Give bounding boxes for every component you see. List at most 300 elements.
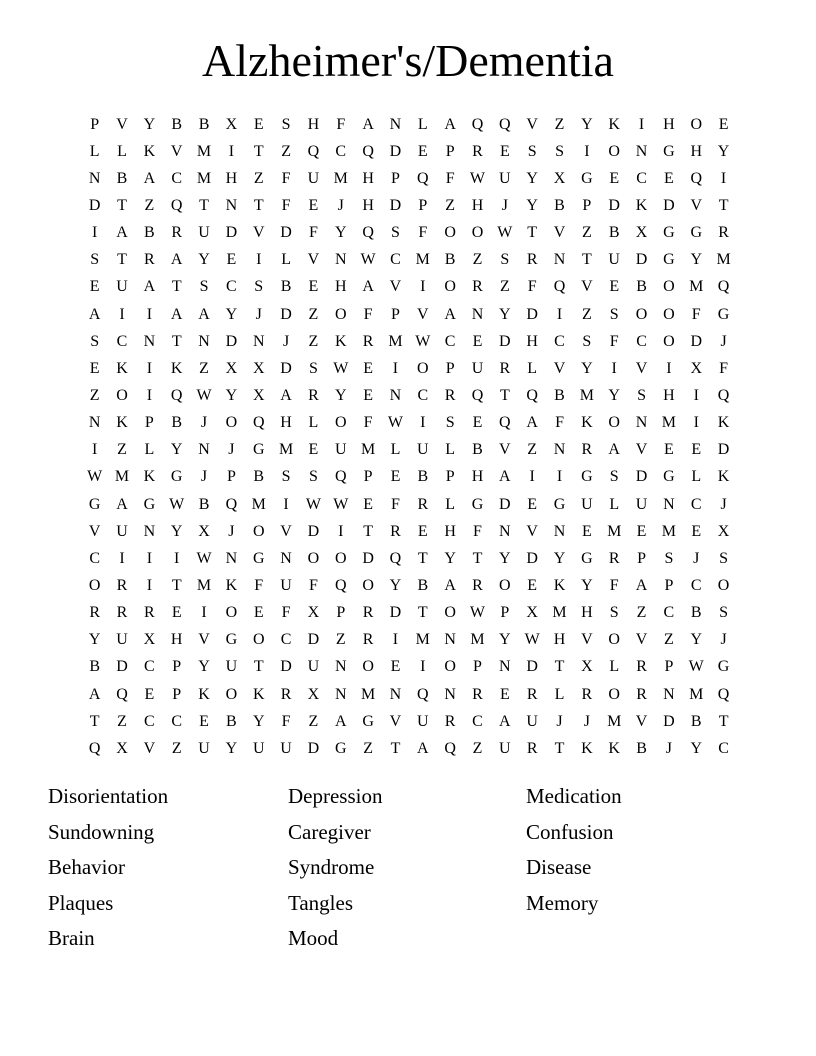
grid-letter: D	[635, 251, 648, 269]
grid-letter: I	[201, 604, 207, 622]
grid-letter: Z	[581, 305, 592, 323]
grid-letter: Z	[89, 386, 100, 404]
grid-letter: J	[720, 631, 727, 649]
grid-letter: Y	[444, 549, 456, 567]
grid-letter: E	[171, 604, 182, 622]
grid-letter: U	[581, 495, 593, 513]
grid-letter: Z	[445, 196, 456, 214]
grid-letter: P	[144, 414, 154, 432]
grid-letter: E	[472, 414, 483, 432]
grid-letter: I	[529, 468, 535, 486]
grid-letter: O	[225, 685, 238, 703]
grid-letter: N	[198, 332, 210, 350]
grid-letter: R	[280, 685, 292, 703]
grid-letter: E	[390, 468, 401, 486]
grid-letter: Y	[581, 576, 593, 594]
grid-letter: S	[609, 604, 619, 622]
grid-letter: Z	[363, 739, 373, 757]
grid-letter: T	[499, 386, 510, 404]
grid-letter: R	[636, 685, 647, 703]
grid-letter: R	[116, 576, 128, 594]
grid-letter: B	[253, 468, 265, 486]
grid-letter: J	[228, 522, 235, 540]
grid-letter: N	[334, 685, 347, 703]
grid-letter: V	[307, 251, 320, 269]
grid-letter: V	[581, 278, 593, 296]
grid-letter: J	[665, 739, 672, 757]
grid-letter: W	[497, 224, 513, 242]
grid-letter: T	[171, 576, 182, 594]
grid-letter: G	[225, 631, 238, 649]
grid-letter: F	[691, 305, 701, 323]
grid-letter: Z	[554, 115, 565, 133]
word-item: Syndrome	[288, 855, 375, 880]
grid-letter: Z	[171, 739, 182, 757]
grid-letter: I	[146, 386, 153, 404]
grid-letter: K	[116, 414, 128, 432]
grid-letter: R	[581, 685, 593, 703]
grid-letter: C	[171, 712, 183, 730]
grid-letter: B	[636, 278, 647, 296]
grid-letter: X	[307, 685, 320, 703]
grid-letter: B	[417, 576, 429, 594]
grid-letter: Y	[499, 631, 511, 649]
grid-letter: I	[584, 142, 590, 160]
grid-letter: F	[527, 278, 537, 296]
grid-letter: F	[609, 332, 619, 350]
grid-letter: Z	[499, 278, 510, 296]
grid-letter: V	[252, 224, 265, 242]
grid-letter: K	[334, 332, 347, 350]
grid-letter: O	[444, 278, 456, 296]
grid-letter: Z	[472, 251, 483, 269]
grid-letter: Y	[198, 658, 210, 676]
grid-letter: M	[689, 685, 704, 703]
grid-letter: T	[554, 739, 565, 757]
grid-letter: E	[253, 604, 264, 622]
grid-letter: Y	[690, 251, 703, 269]
grid-letter: H	[526, 332, 538, 350]
grid-letter: A	[170, 251, 183, 269]
grid-letter: O	[608, 631, 620, 649]
grid-letter: D	[307, 522, 320, 540]
grid-letter: W	[333, 495, 349, 513]
grid-letter: U	[417, 441, 429, 459]
grid-letter: I	[556, 305, 563, 323]
grid-letter: D	[690, 332, 703, 350]
grid-letter: K	[608, 115, 620, 133]
grid-letter: H	[170, 631, 183, 649]
grid-letter: S	[90, 251, 100, 269]
grid-letter: Y	[526, 196, 538, 214]
grid-letter: Y	[526, 169, 538, 187]
grid-letter: G	[717, 658, 730, 676]
grid-letter: O	[444, 604, 456, 622]
grid-letter: K	[553, 576, 566, 594]
grid-letter: H	[663, 386, 675, 404]
grid-letter: J	[200, 468, 208, 486]
grid-letter: N	[663, 495, 675, 513]
grid-letter: N	[499, 522, 511, 540]
grid-letter: Y	[170, 441, 183, 459]
grid-letter: I	[420, 658, 426, 676]
grid-letter: O	[252, 631, 265, 649]
grid-letter: C	[554, 332, 565, 350]
grid-letter: T	[527, 224, 538, 242]
grid-letter: K	[198, 685, 210, 703]
grid-letter: F	[418, 224, 428, 242]
grid-letter: A	[362, 115, 374, 133]
grid-letter: P	[445, 142, 455, 160]
grid-letter: O	[334, 414, 347, 432]
grid-letter: V	[553, 224, 566, 242]
grid-letter: Y	[198, 251, 210, 269]
grid-letter: Y	[553, 549, 566, 567]
grid-letter: V	[526, 522, 538, 540]
grid-letter: M	[278, 441, 294, 459]
grid-letter: Y	[717, 142, 730, 160]
grid-letter: C	[417, 386, 429, 404]
grid-letter: A	[444, 115, 456, 133]
grid-letter: N	[444, 685, 456, 703]
grid-letter: C	[335, 142, 347, 160]
grid-letter: V	[499, 441, 511, 459]
grid-letter: R	[308, 386, 319, 404]
grid-letter: F	[281, 169, 291, 187]
grid-letter: R	[144, 604, 155, 622]
grid-letter: L	[308, 414, 319, 432]
grid-letter: N	[225, 549, 238, 567]
grid-letter: V	[553, 359, 566, 377]
word-item: Memory	[526, 890, 599, 915]
grid-letter: E	[636, 522, 647, 540]
grid-letter: D	[389, 142, 402, 160]
word-item: Disease	[526, 855, 592, 880]
grid-letter: H	[444, 522, 456, 540]
grid-letter: D	[526, 549, 538, 567]
grid-letter: M	[360, 441, 376, 459]
grid-letter: E	[691, 441, 702, 459]
grid-letter: V	[635, 359, 648, 377]
grid-letter: B	[280, 278, 292, 296]
grid-letter: Q	[362, 142, 374, 160]
grid-letter: X	[717, 522, 730, 540]
grid-letter: Q	[88, 739, 101, 757]
grid-letter: D	[717, 441, 730, 459]
grid-letter: D	[280, 359, 292, 377]
grid-letter: T	[472, 549, 483, 567]
grid-letter: M	[579, 386, 594, 404]
grid-letter: A	[280, 386, 292, 404]
grid-letter: P	[637, 549, 646, 567]
grid-letter: N	[471, 305, 484, 323]
grid-letter: U	[225, 658, 238, 676]
grid-letter: C	[89, 549, 100, 567]
grid-letter: E	[308, 278, 319, 296]
grid-letter: T	[363, 522, 373, 540]
grid-letter: R	[526, 685, 538, 703]
grid-letter: E	[308, 441, 319, 459]
grid-letter: A	[143, 278, 156, 296]
grid-letter: G	[690, 224, 703, 242]
grid-letter: G	[170, 468, 183, 486]
grid-letter: I	[174, 549, 180, 567]
grid-letter: J	[228, 441, 235, 459]
grid-letter: Q	[116, 685, 128, 703]
grid-letter: E	[390, 658, 401, 676]
grid-letter: Q	[717, 386, 730, 404]
grid-letter: H	[471, 468, 484, 486]
grid-letter: R	[472, 278, 483, 296]
grid-letter: N	[88, 414, 101, 432]
grid-letter: R	[472, 142, 483, 160]
grid-letter: L	[445, 441, 456, 459]
grid-letter: S	[281, 115, 291, 133]
word-list-column	[526, 779, 622, 921]
grid-letter: D	[663, 712, 675, 730]
grid-letter: A	[635, 576, 648, 594]
grid-letter: H	[362, 196, 374, 214]
grid-letter: W	[87, 468, 103, 486]
grid-letter: E	[199, 712, 209, 730]
grid-letter: P	[391, 169, 400, 187]
grid-letter: M	[196, 142, 212, 160]
grid-letter: L	[554, 685, 565, 703]
grid-letter: U	[417, 712, 429, 730]
grid-letter: V	[389, 712, 402, 730]
grid-letter: G	[581, 169, 593, 187]
grid-letter: G	[362, 712, 374, 730]
grid-letter: E	[363, 359, 373, 377]
grid-letter: I	[338, 522, 344, 540]
grid-letter: M	[607, 522, 622, 540]
grid-letter: G	[581, 468, 593, 486]
grid-letter: I	[693, 414, 699, 432]
grid-letter: E	[253, 115, 264, 133]
grid-letter: E	[308, 196, 319, 214]
grid-letter: X	[225, 115, 238, 133]
grid-letter: B	[171, 115, 183, 133]
grid-letter: J	[720, 495, 727, 513]
grid-letter: G	[663, 468, 675, 486]
grid-letter: T	[171, 332, 182, 350]
grid-letter: C	[280, 631, 292, 649]
grid-letter: A	[499, 712, 511, 730]
grid-letter: J	[583, 712, 590, 730]
grid-letter: G	[88, 495, 101, 513]
grid-letter: F	[308, 224, 318, 242]
grid-letter: D	[225, 332, 238, 350]
grid-letter: B	[636, 739, 647, 757]
grid-letter: V	[635, 712, 648, 730]
grid-letter: E	[363, 386, 373, 404]
grid-letter: Q	[471, 115, 484, 133]
grid-letter: P	[418, 196, 428, 214]
grid-letter: T	[718, 712, 729, 730]
grid-letter: Y	[170, 522, 183, 540]
grid-letter: J	[337, 196, 344, 214]
grid-letter: E	[691, 522, 702, 540]
grid-letter: Q	[444, 739, 456, 757]
grid-letter: U	[280, 576, 292, 594]
grid-letter: U	[198, 739, 210, 757]
grid-letter: D	[389, 604, 402, 622]
word-list-column	[48, 779, 288, 957]
grid-letter: M	[388, 332, 403, 350]
grid-letter: S	[308, 468, 318, 486]
grid-letter: I	[146, 305, 153, 323]
grid-letter: Q	[334, 576, 347, 594]
grid-letter: Q	[690, 169, 703, 187]
grid-letter: Y	[88, 631, 101, 649]
grid-letter: N	[334, 658, 347, 676]
grid-letter: S	[254, 278, 264, 296]
grid-letter: Q	[471, 386, 484, 404]
grid-letter: M	[360, 685, 376, 703]
puzzle-title: Alzheimer's/Dementia	[202, 35, 614, 86]
grid-letter: J	[255, 305, 262, 323]
grid-letter: J	[200, 414, 208, 432]
grid-letter: C	[390, 251, 401, 269]
grid-letter: U	[252, 739, 265, 757]
grid-letter: C	[116, 332, 128, 350]
grid-letter: N	[198, 441, 210, 459]
grid-letter: H	[334, 278, 347, 296]
grid-letter: H	[581, 604, 593, 622]
grid-letter: U	[280, 739, 292, 757]
grid-letter: R	[526, 251, 538, 269]
grid-letter: D	[608, 196, 620, 214]
grid-letter: Y	[608, 386, 620, 404]
word-item: Tangles	[288, 890, 354, 915]
grid-letter: J	[720, 332, 727, 350]
grid-letter: O	[362, 658, 374, 676]
grid-letter: T	[581, 251, 592, 269]
grid-letter: C	[690, 495, 702, 513]
grid-letter: H	[225, 169, 238, 187]
grid-letter: Q	[717, 685, 730, 703]
grid-letter: C	[663, 604, 675, 622]
grid-letter: S	[555, 142, 564, 160]
grid-letter: S	[281, 468, 291, 486]
grid-letter: U	[116, 522, 128, 540]
grid-letter: A	[417, 739, 429, 757]
grid-letter: B	[144, 224, 155, 242]
grid-letter: D	[499, 332, 511, 350]
grid-letter: W	[169, 495, 185, 513]
grid-letter: V	[143, 739, 156, 757]
grid-letter: O	[417, 359, 429, 377]
grid-letter: V	[417, 305, 429, 323]
grid-letter: K	[225, 576, 238, 594]
grid-letter: E	[499, 142, 510, 160]
grid-letter: D	[307, 631, 320, 649]
grid-letter: Q	[170, 386, 183, 404]
grid-letter: N	[389, 685, 402, 703]
grid-letter: U	[116, 631, 128, 649]
word-item: Depression	[288, 784, 383, 808]
grid-letter: L	[144, 441, 155, 459]
grid-letter: I	[228, 142, 235, 160]
grid-letter: N	[499, 658, 511, 676]
grid-letter: L	[89, 142, 100, 160]
grid-letter: U	[499, 739, 511, 757]
grid-letter: P	[664, 576, 674, 594]
grid-letter: H	[663, 115, 675, 133]
grid-letter: E	[226, 251, 237, 269]
grid-letter: A	[88, 685, 101, 703]
grid-letter: C	[171, 169, 183, 187]
grid-letter: N	[444, 631, 456, 649]
grid-letter: I	[638, 115, 645, 133]
grid-letter: K	[717, 414, 730, 432]
grid-letter: H	[280, 414, 292, 432]
grid-letter: M	[470, 631, 485, 649]
grid-letter: I	[420, 414, 426, 432]
grid-letter: C	[472, 712, 483, 730]
grid-letter: I	[92, 224, 98, 242]
grid-letter: L	[691, 468, 702, 486]
grid-letter: G	[663, 142, 675, 160]
grid-letter: Z	[117, 441, 127, 459]
grid-letter: Y	[581, 359, 593, 377]
word-item: Confusion	[526, 819, 614, 844]
grid-letter: I	[693, 386, 699, 404]
grid-letter: P	[172, 658, 182, 676]
grid-letter: D	[663, 196, 675, 214]
grid-letter: B	[444, 251, 456, 269]
grid-letter: N	[225, 196, 238, 214]
grid-letter: A	[170, 305, 183, 323]
grid-letter: Y	[225, 305, 238, 323]
grid-letter: Q	[526, 386, 538, 404]
grid-letter: H	[471, 196, 484, 214]
grid-letter: A	[116, 224, 128, 242]
grid-letter: T	[554, 658, 565, 676]
grid-letter: U	[526, 712, 538, 730]
grid-letter: G	[143, 495, 156, 513]
grid-letter: U	[499, 169, 511, 187]
grid-letter: P	[582, 196, 592, 214]
grid-letter: R	[499, 359, 511, 377]
grid-letter: Q	[417, 685, 429, 703]
grid-letter: K	[635, 196, 648, 214]
grid-letter: T	[117, 251, 127, 269]
grid-letter: P	[500, 604, 510, 622]
word-item: Caregiver	[288, 819, 371, 844]
grid-letter: N	[334, 251, 347, 269]
grid-letter: I	[119, 549, 125, 567]
grid-letter: F	[555, 414, 564, 432]
grid-letter: U	[608, 251, 620, 269]
grid-letter: N	[280, 549, 292, 567]
grid-letter: G	[334, 739, 347, 757]
word-item: Medication	[526, 784, 622, 808]
grid-letter: L	[117, 142, 127, 160]
grid-letter: F	[336, 115, 346, 133]
grid-letter: B	[198, 115, 210, 133]
grid-letter: A	[143, 169, 156, 187]
grid-letter: X	[307, 604, 320, 622]
grid-letter: Q	[553, 278, 566, 296]
grid-letter: T	[417, 604, 428, 622]
grid-letter: I	[720, 169, 727, 187]
grid-letter: U	[471, 359, 484, 377]
grid-letter: Y	[499, 305, 511, 323]
grid-letter: F	[281, 196, 291, 214]
grid-letter: A	[526, 414, 538, 432]
grid-letter: E	[144, 685, 155, 703]
